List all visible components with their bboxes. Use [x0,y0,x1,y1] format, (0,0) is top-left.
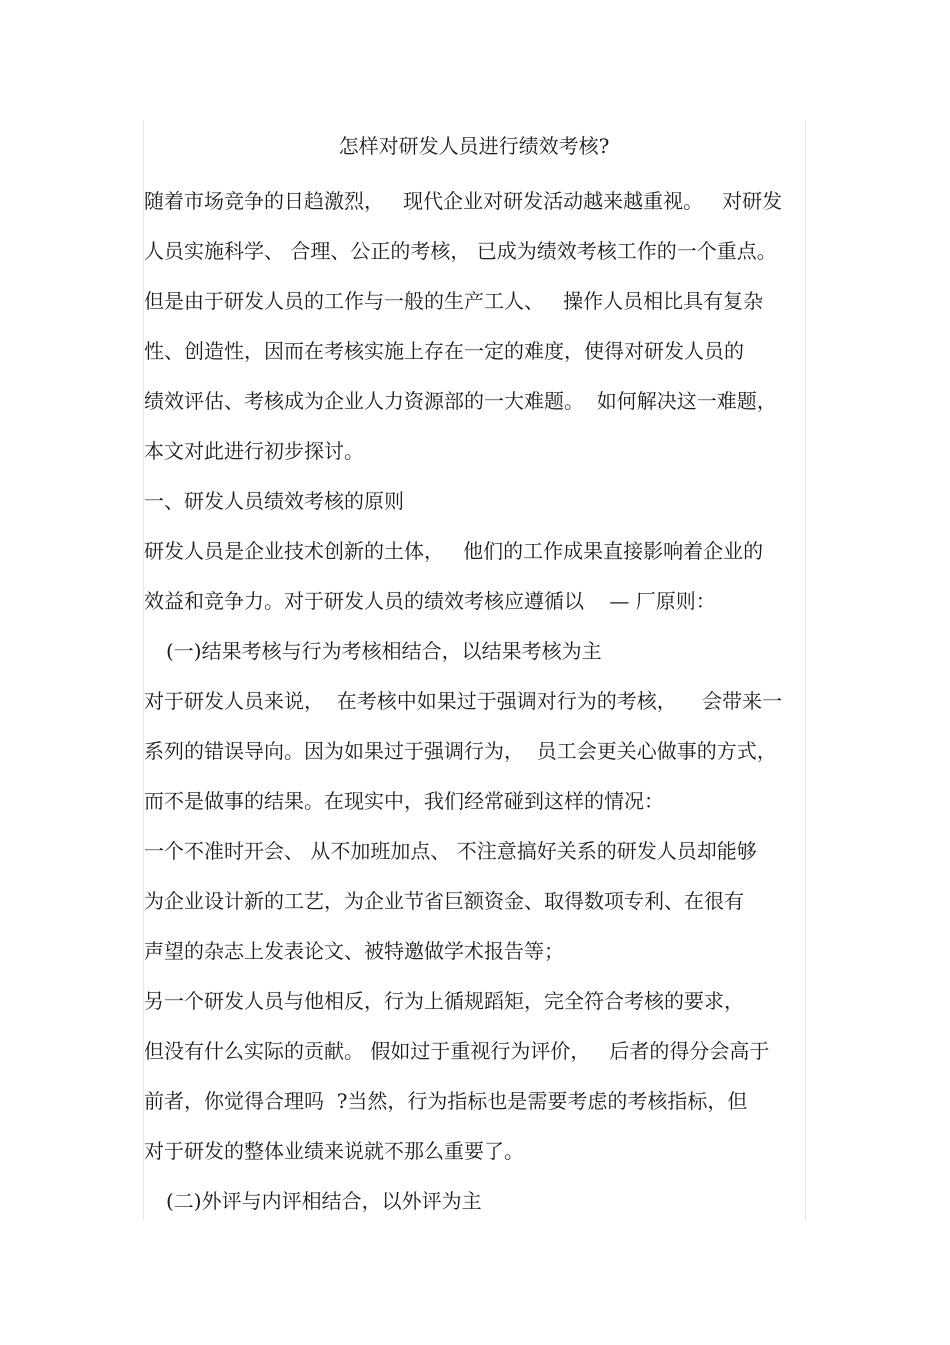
right-margin-rule [805,120,806,1220]
text-line: 一个不准时开会、 从不加班加点、 不注意搞好关系的研发人员却能够 [144,839,757,863]
text-line: 但是由于研发人员的工作与一般的生产工人、 操作人员相比具有复杂 [144,289,764,313]
text-line: 系列的错误导向。因为如果过于强调行为， 员工会更关心做事的方式， [144,739,777,763]
text-line: 而不是做事的结果。在现实中，我们经常碰到这样的情况： [144,789,664,813]
text-line: 绩效评估、考核成为企业人力资源部的一大难题。 如何解决这一难题， [144,389,777,413]
text-line: 对于研发的整体业绩来说就不那么重要了。 [144,1139,524,1163]
text-line: 随着市场竞争的日趋激烈， 现代企业对研发活动越来越重视。 对研发 [144,189,783,213]
subsection-heading: (二)外评与内评相结合，以外评为主 [166,1189,482,1213]
section-heading: 一、研发人员绩效考核的原则 [144,489,404,513]
text-line: 研发人员是企业技术创新的土体， 他们的工作成果直接影响着企业的 [144,539,764,563]
text-line: 本文对此进行初步探讨。 [144,439,364,463]
text-line: 但没有什么实际的贡献。 假如过于重视行为评价， 后者的得分会高于 [144,1039,770,1063]
text-line: 人员实施科学、 合理、公正的考核， 已成为绩效考核工作的一个重点。 [144,239,777,263]
text-line: 为企业设计新的工艺，为企业节省巨额资金、取得数项专利、在很有 [144,889,744,913]
subsection-heading: (一)结果考核与行为考核相结合，以结果考核为主 [166,639,602,663]
text-line: 前者，你觉得合理吗 ?当然，行为指标也是需要考虑的考核指标，但 [144,1089,748,1113]
document-title: 怎样对研发人员进行绩效考核? [338,134,610,158]
text-line: 效益和竞争力。对于研发人员的绩效考核应遵循以 — 厂原则： [144,589,716,613]
text-line: 性、创造性，因而在考核实施上存在一定的难度，使得对研发人员的 [144,339,744,363]
text-line: 对于研发人员来说， 在考核中如果过于强调对行为的考核， 会带来一 [144,689,783,713]
text-line: 另一个研发人员与他相反，行为上循规蹈矩，完全符合考核的要求， [144,989,744,1013]
text-line: 声望的杂志上发表论文、被特邀做学术报告等； [144,939,564,963]
